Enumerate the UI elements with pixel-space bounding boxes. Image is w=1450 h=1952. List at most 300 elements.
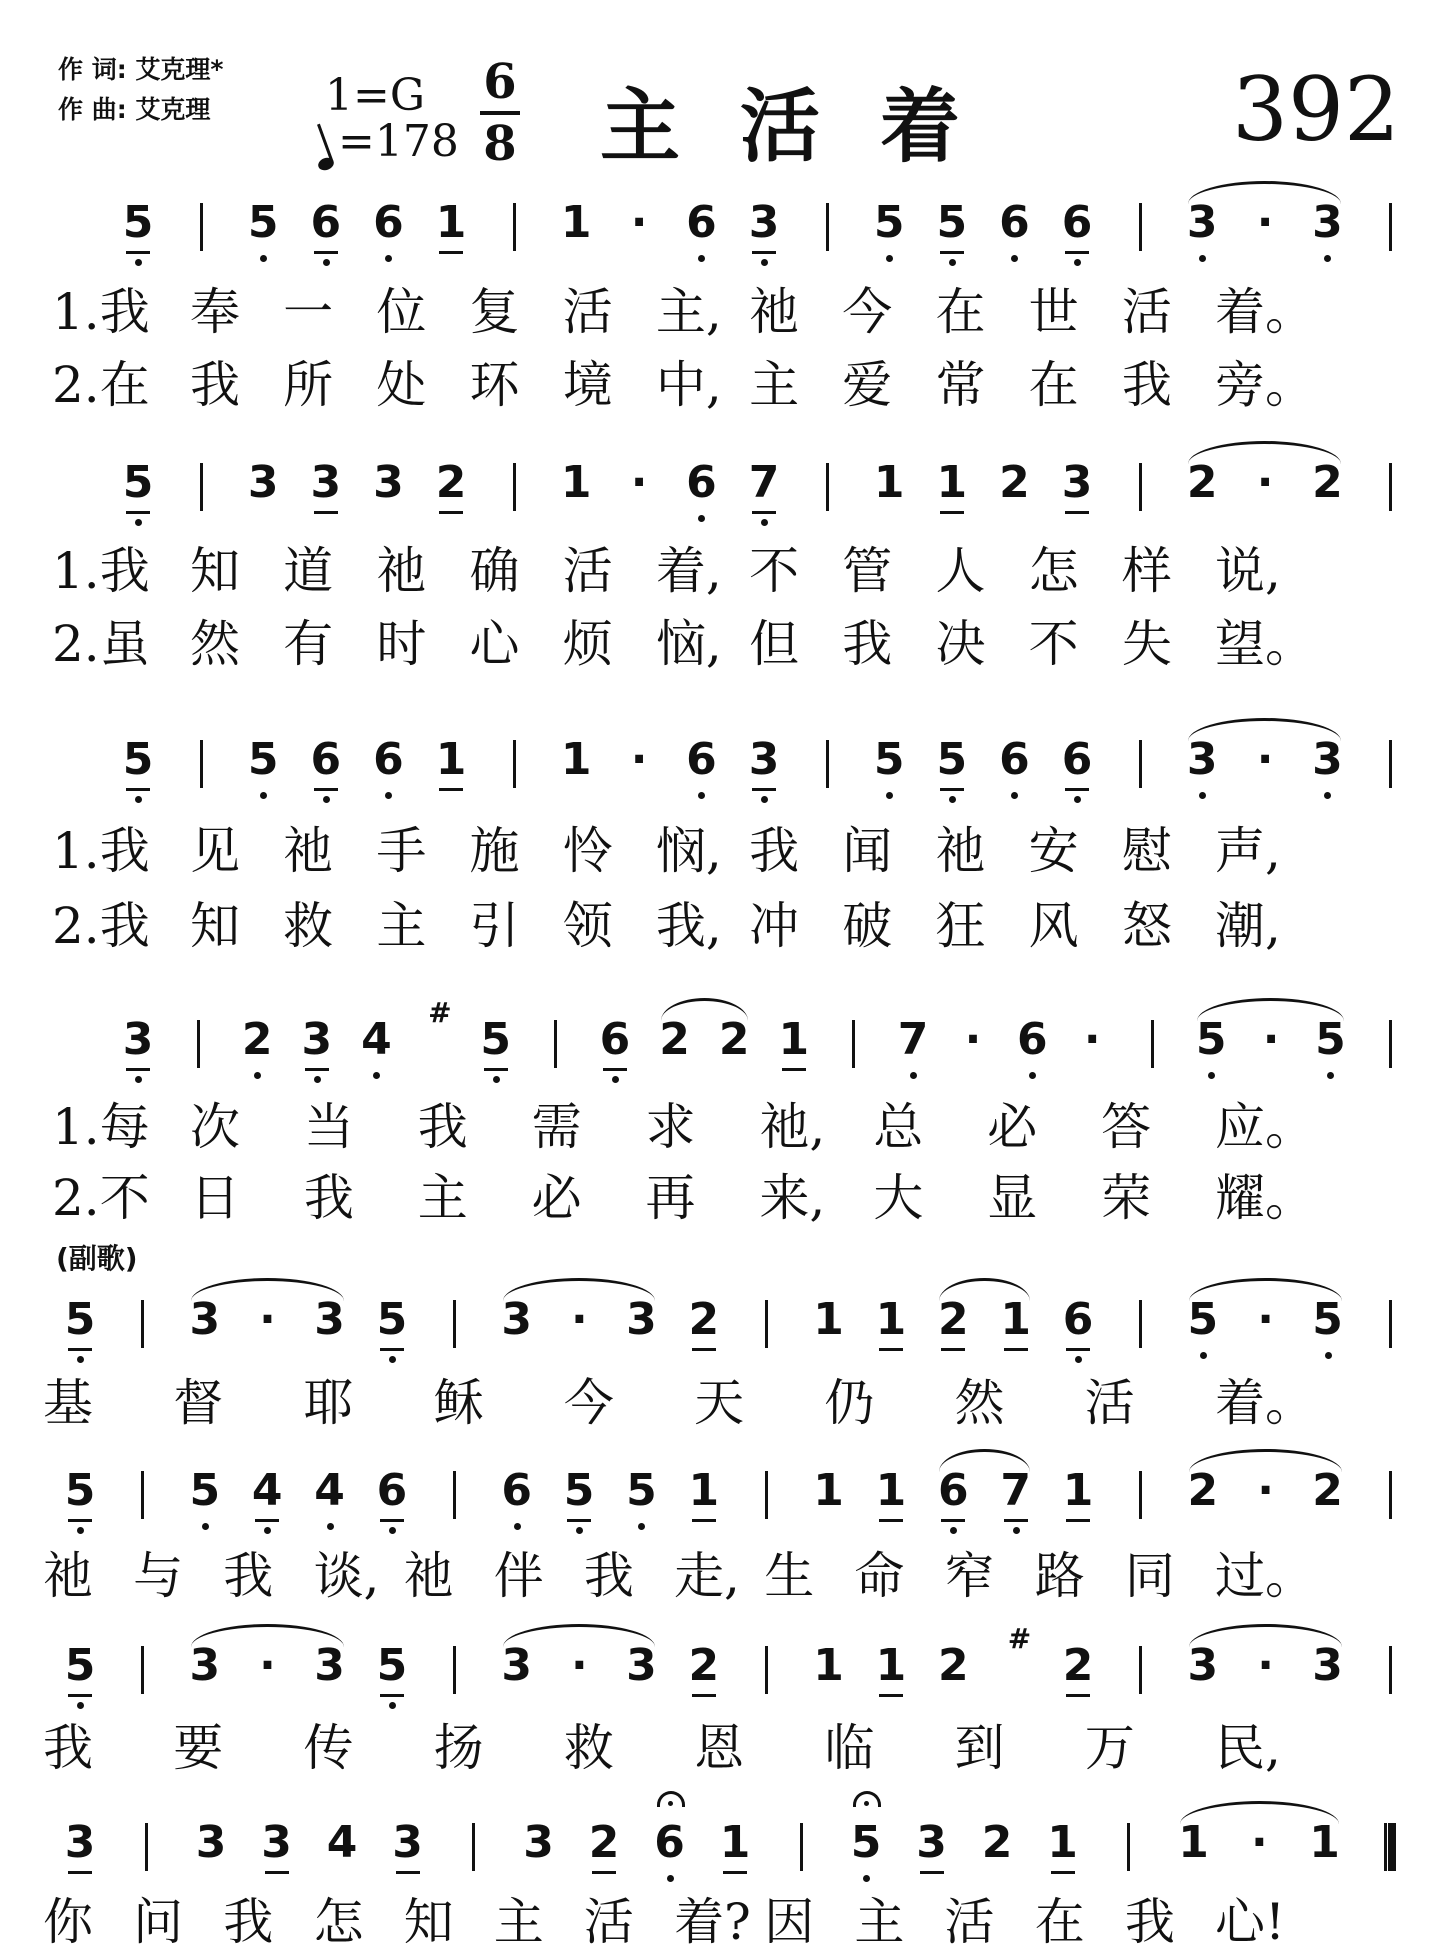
key-signature: 1=G — [325, 70, 426, 121]
lyric-char: 次 — [190, 1098, 240, 1156]
lyric-line — [0, 1168, 1450, 1228]
lyric-char: 位 — [376, 283, 427, 341]
barline — [453, 1646, 456, 1694]
lyric-char: 但 — [749, 615, 800, 673]
lyric-char: 到 — [954, 1719, 1005, 1777]
barline — [200, 203, 203, 251]
note: 3 — [1180, 732, 1224, 802]
lyric-char: 万 — [1084, 1719, 1135, 1777]
barline — [200, 463, 203, 511]
fermata-icon — [657, 1791, 683, 1811]
lyric-char: 总 — [873, 1098, 924, 1156]
barline — [826, 463, 829, 511]
note: 3 — [1187, 1640, 1219, 1691]
note: 2 — [682, 1638, 726, 1708]
augmentation-dot: · — [1256, 457, 1274, 508]
barline — [765, 1471, 768, 1519]
lyric-char: 我 — [583, 1547, 634, 1605]
note: 6 — [593, 1012, 637, 1082]
lyric-char: 需 — [531, 1098, 582, 1156]
note: 6 — [931, 1463, 975, 1533]
lyric-char: 应。 — [1215, 1098, 1315, 1156]
lyric-char: 我 — [417, 1098, 468, 1156]
augmentation-dot: · — [1083, 1014, 1101, 1065]
lyric-char: 领 — [562, 897, 613, 955]
augmentation-dot: · — [571, 1294, 588, 1345]
lyric-char: 在 — [1028, 356, 1079, 414]
note: 3 — [189, 1294, 221, 1345]
note: 6 — [679, 455, 723, 525]
lyric-char: 活 — [562, 542, 613, 600]
final-barline — [1384, 1823, 1396, 1871]
note: 3 — [1305, 195, 1349, 265]
music-line-1 — [0, 195, 1450, 265]
lyric-line — [0, 1546, 1450, 1606]
note: 6 — [304, 732, 348, 802]
note: 1 — [930, 455, 974, 525]
note: 6 — [370, 1463, 414, 1533]
verse-start: 2.不 — [52, 1169, 150, 1227]
lyric-char: 当 — [303, 1098, 354, 1156]
note: 5 — [116, 455, 160, 525]
lyric-char: 所 — [283, 356, 334, 414]
note: 5 — [474, 1012, 518, 1082]
music-line-8 — [0, 1815, 1450, 1885]
lyric-char: 求 — [645, 1098, 696, 1156]
sharp-accidental: # — [428, 996, 452, 1029]
note: 5 — [930, 732, 974, 802]
note: 3 — [910, 1815, 954, 1885]
note: 1 — [429, 732, 473, 802]
note: 3 — [1305, 732, 1349, 802]
note: 2 — [429, 455, 473, 525]
note: 5 — [58, 1292, 102, 1362]
barline — [1389, 1020, 1392, 1068]
meter-divider — [480, 111, 520, 115]
note: 5 — [370, 1638, 414, 1708]
note: 6 — [366, 195, 410, 265]
note: 6 — [495, 1463, 539, 1533]
lyric-char: 我 — [43, 1719, 93, 1777]
barline — [472, 1823, 475, 1871]
music-line-6 — [0, 1463, 1450, 1533]
lyric-char: 常 — [935, 356, 986, 414]
meter-bottom: 8 — [483, 116, 517, 172]
note: 6 — [1056, 1292, 1100, 1362]
tempo-value: =178 — [338, 116, 459, 167]
lyric-line — [0, 1892, 1450, 1952]
lyric-char: 答 — [1101, 1098, 1152, 1156]
barline — [1127, 1823, 1130, 1871]
music-line-3 — [0, 732, 1450, 802]
time-signature — [480, 55, 520, 171]
note: 1 — [560, 457, 592, 508]
lyric-char: 我 — [223, 1547, 274, 1605]
barline — [765, 1300, 768, 1348]
note: 1 — [713, 1815, 757, 1885]
lyric-char: 生 — [764, 1547, 815, 1605]
lyric-char: 声, — [1215, 822, 1281, 880]
note: 4 — [326, 1817, 358, 1868]
note: 7 — [742, 455, 786, 525]
note: 5 — [557, 1463, 601, 1533]
lyric-char: 主 — [376, 897, 427, 955]
music-line-7 — [0, 1622, 1450, 1708]
note: 6 — [679, 732, 723, 802]
note: 5 — [58, 1463, 102, 1533]
lyric-char: 潮, — [1215, 897, 1281, 955]
barline — [513, 740, 516, 788]
slur — [1188, 181, 1341, 204]
lyric-char: 知 — [190, 542, 240, 600]
barline — [1139, 1646, 1142, 1694]
lyric-char: 安 — [1028, 822, 1079, 880]
lyric-line — [0, 896, 1450, 956]
note: 2 — [931, 1292, 975, 1362]
lyric-char: 道 — [283, 542, 334, 600]
lyric-line — [0, 1097, 1450, 1157]
barline — [513, 203, 516, 251]
augmentation-dot: · — [1256, 197, 1274, 248]
lyric-char: 望。 — [1215, 615, 1315, 673]
lyric-char: 天 — [694, 1374, 745, 1432]
lyric-char: 然 — [190, 615, 240, 673]
lyric-char: 祂, — [759, 1098, 826, 1156]
verse-start: 1.每 — [52, 1098, 150, 1156]
augmentation-dot: · — [630, 197, 648, 248]
lyric-char: 确 — [469, 542, 520, 600]
note: 4 — [245, 1463, 289, 1533]
lyric-char: 恼, — [655, 615, 722, 673]
barline — [141, 1646, 144, 1694]
lyric-char: 不 — [749, 542, 800, 600]
lyric-char: 我 — [749, 822, 800, 880]
lyric-char: 着。 — [1215, 1374, 1315, 1432]
slur — [191, 1278, 344, 1301]
note: 4 — [308, 1463, 352, 1533]
note: 3 — [295, 1012, 339, 1082]
note: 6 — [679, 195, 723, 265]
lyric-char: 闻 — [842, 822, 893, 880]
lyric-char: 祂 — [283, 822, 334, 880]
lyric-char: 因 — [764, 1893, 815, 1951]
lyric-char: 路 — [1034, 1547, 1085, 1605]
lyric-char: 显 — [987, 1169, 1038, 1227]
lyric-char: 境 — [562, 356, 613, 414]
lyric-char: 主 — [854, 1893, 905, 1951]
lyric-char: 命 — [854, 1547, 905, 1605]
quarter-note-icon — [316, 156, 335, 173]
music-line-4 — [0, 996, 1450, 1082]
lyric-char: 决 — [935, 615, 986, 673]
lyric-char: 奉 — [190, 283, 240, 341]
note: 3 — [189, 1640, 221, 1691]
note: 3 — [195, 1817, 227, 1868]
lyric-char: 烦 — [562, 615, 613, 673]
barline — [141, 1300, 144, 1348]
lyric-char: 民, — [1215, 1719, 1281, 1777]
augmentation-dot: · — [1257, 1640, 1274, 1691]
lyric-char: 悯, — [655, 822, 722, 880]
note: 6 — [648, 1815, 692, 1885]
note: 3 — [626, 1640, 657, 1691]
chorus-label: (副歌) — [56, 1242, 138, 1275]
lyric-char: 伴 — [493, 1547, 544, 1605]
lyric-line — [0, 1718, 1450, 1778]
lyric-char: 活 — [1121, 283, 1172, 341]
note: 1 — [560, 197, 592, 248]
lyric-char: 稣 — [433, 1374, 484, 1432]
note: 4 — [354, 1012, 398, 1082]
slur — [1188, 441, 1341, 464]
lyric-char: 失 — [1121, 615, 1172, 673]
augmentation-dot: · — [1262, 1014, 1280, 1065]
lyric-char: 中, — [655, 356, 722, 414]
augmentation-dot: · — [630, 734, 648, 785]
slur — [1189, 1278, 1342, 1301]
note: 1 — [560, 734, 592, 785]
note: 5 — [370, 1292, 414, 1362]
note: 1 — [813, 1294, 844, 1345]
barline — [453, 1471, 456, 1519]
lyric-char: 主 — [493, 1893, 544, 1951]
note: 2 — [1312, 1465, 1343, 1516]
lyric-line — [0, 541, 1450, 601]
slur — [1189, 1449, 1342, 1472]
music-line-5 — [0, 1292, 1450, 1362]
lyric-line — [0, 282, 1450, 342]
barline — [1139, 463, 1142, 511]
lyric-char: 活 — [1084, 1374, 1135, 1432]
slur — [503, 1278, 656, 1301]
note: 5 — [619, 1463, 663, 1533]
note: 5 — [241, 732, 285, 802]
note: 2 — [981, 1817, 1013, 1868]
barline — [1139, 1300, 1142, 1348]
lyric-char: 着, — [655, 542, 722, 600]
note: 5 — [58, 1638, 102, 1708]
note: 6 — [1010, 1012, 1054, 1082]
note: 3 — [116, 1012, 160, 1082]
lyric-char: 我, — [655, 897, 722, 955]
note: 5 — [1189, 1012, 1233, 1082]
note: 3 — [742, 732, 786, 802]
note: 3 — [386, 1815, 430, 1885]
augmentation-dot: · — [1257, 1294, 1274, 1345]
composer-credit: 作 曲: 艾克理 — [58, 95, 211, 124]
note: 5 — [867, 195, 911, 265]
lyric-char: 旁。 — [1215, 356, 1315, 414]
note: 2 — [682, 1292, 726, 1362]
lyric-char: 风 — [1028, 897, 1079, 955]
note: 3 — [304, 455, 348, 525]
augmentation-dot: · — [964, 1014, 982, 1065]
note: 1 — [869, 1463, 913, 1533]
lyric-char: 活 — [583, 1893, 634, 1951]
lyric-char: 恩 — [694, 1719, 745, 1777]
barline — [1151, 1020, 1154, 1068]
lyric-char: 今 — [563, 1374, 614, 1432]
lyric-char: 主 — [749, 356, 800, 414]
lyric-line — [0, 614, 1450, 674]
lyric-char: 救 — [283, 897, 334, 955]
barline — [1389, 203, 1392, 251]
note: 5 — [1181, 1292, 1225, 1362]
lyric-char: 见 — [190, 822, 240, 880]
augmentation-dot: · — [1257, 1465, 1274, 1516]
verse-start: 2.在 — [52, 356, 150, 414]
lyric-line — [0, 1373, 1450, 1433]
note: 6 — [992, 195, 1036, 265]
note: 6 — [1055, 195, 1099, 265]
lyric-char: 我 — [223, 1893, 274, 1951]
lyric-char: 走, — [674, 1547, 740, 1605]
lyric-char: 要 — [173, 1719, 224, 1777]
barline — [145, 1823, 148, 1871]
lyric-char: 传 — [303, 1719, 354, 1777]
note: 3 — [742, 195, 786, 265]
barline — [513, 463, 516, 511]
lyric-char: 今 — [842, 283, 893, 341]
slur — [1180, 1801, 1339, 1824]
lyric-char: 问 — [133, 1893, 184, 1951]
note: 5 — [844, 1815, 888, 1885]
barline — [1389, 1646, 1392, 1694]
music-line-2 — [0, 455, 1450, 525]
lyric-char: 引 — [469, 897, 520, 955]
lyric-char: 管 — [842, 542, 893, 600]
augmentation-dot: · — [1251, 1817, 1268, 1868]
note: 3 — [501, 1640, 532, 1691]
lyric-char: 环 — [469, 356, 520, 414]
note: 5 — [1306, 1292, 1350, 1362]
lyric-char: 临 — [824, 1719, 875, 1777]
note: 3 — [1180, 195, 1224, 265]
lyric-char: 祂 — [43, 1547, 93, 1605]
lyric-char: 着? — [674, 1893, 751, 1951]
lyric-char: 主, — [655, 283, 722, 341]
lyric-char: 耶 — [303, 1374, 354, 1432]
note: 1 — [869, 1292, 913, 1362]
lyric-char: 我 — [1121, 356, 1172, 414]
barline — [200, 740, 203, 788]
verse-start: 1.我 — [52, 822, 150, 880]
note: 2 — [1187, 1465, 1219, 1516]
lyric-char: 我 — [190, 356, 240, 414]
lyric-char: 在 — [1034, 1893, 1085, 1951]
note: 2 — [718, 1014, 750, 1065]
slur — [191, 1624, 344, 1647]
note: 6 — [304, 195, 348, 265]
lyric-char: 复 — [469, 283, 520, 341]
note: 2 — [1312, 457, 1343, 508]
note: 6 — [366, 732, 410, 802]
credits — [58, 50, 223, 130]
hymn-title: 主活着 — [600, 79, 1020, 173]
lyric-line — [0, 821, 1450, 881]
lyric-char: 同 — [1124, 1547, 1175, 1605]
note: 5 — [930, 195, 974, 265]
lyric-char: 破 — [842, 897, 893, 955]
tempo-marking — [318, 118, 459, 166]
lyric-char: 处 — [376, 356, 427, 414]
lyric-char: 谈, — [313, 1547, 380, 1605]
lyric-char: 活 — [944, 1893, 995, 1951]
lyric-char: 知 — [403, 1893, 454, 1951]
barline — [1389, 740, 1392, 788]
lyric-char: 怒 — [1121, 897, 1172, 955]
barline — [1139, 740, 1142, 788]
note: 1 — [1041, 1815, 1085, 1885]
note: 5 — [116, 732, 160, 802]
lyric-char: 有 — [283, 615, 334, 673]
slur — [503, 1624, 656, 1647]
augmentation-dot: · — [630, 457, 648, 508]
lyric-char: 大 — [873, 1169, 924, 1227]
barline — [1389, 1300, 1392, 1348]
lyric-char: 怜 — [562, 822, 613, 880]
lyric-char: 手 — [376, 822, 427, 880]
note: 1 — [813, 1465, 844, 1516]
slur — [661, 998, 749, 1021]
note: 3 — [247, 457, 279, 508]
sharp-accidental: # — [1007, 1622, 1032, 1655]
lyric-char: 我 — [842, 615, 893, 673]
note: 1 — [994, 1292, 1038, 1362]
lyric-char: 爱 — [842, 356, 893, 414]
lyric-char: 狂 — [935, 897, 986, 955]
lyricist-credit: 作 词: 艾克理* — [58, 55, 224, 84]
note: 1 — [869, 1638, 913, 1708]
verse-start: 1.我 — [52, 542, 150, 600]
augmentation-dot: · — [259, 1640, 276, 1691]
slur — [1189, 1624, 1342, 1647]
barline — [852, 1020, 855, 1068]
slur — [939, 1278, 1029, 1301]
note: 1 — [682, 1463, 726, 1533]
barline — [826, 740, 829, 788]
lyric-char: 在 — [935, 283, 986, 341]
slur — [939, 1449, 1029, 1472]
lyric-char: 基 — [43, 1374, 93, 1432]
slur — [1197, 998, 1344, 1021]
barline — [453, 1300, 456, 1348]
hymn-number: 392 — [1232, 58, 1400, 161]
lyric-char: 冲 — [749, 897, 800, 955]
barline — [1139, 203, 1142, 251]
note: 3 — [314, 1640, 345, 1691]
note: 7 — [994, 1463, 1038, 1533]
note: 2 — [659, 1014, 690, 1065]
verse-start: 1.我 — [52, 283, 150, 341]
lyric-char: 日 — [190, 1169, 240, 1227]
barline — [1139, 1471, 1142, 1519]
slur — [1188, 718, 1341, 741]
lyric-char: 说, — [1215, 542, 1281, 600]
lyric-char: 过。 — [1215, 1547, 1315, 1605]
augmentation-dot: · — [571, 1640, 588, 1691]
lyric-char: 然 — [954, 1374, 1005, 1432]
lyric-char: 不 — [1028, 615, 1079, 673]
note: 3 — [314, 1294, 345, 1345]
lyric-char: 着。 — [1215, 283, 1315, 341]
lyric-char: 祂 — [376, 542, 427, 600]
lyric-char: 一 — [283, 283, 334, 341]
lyric-char: 与 — [133, 1547, 184, 1605]
lyric-char: 救 — [563, 1719, 614, 1777]
note: 3 — [523, 1817, 554, 1868]
lyric-char: 人 — [935, 542, 986, 600]
